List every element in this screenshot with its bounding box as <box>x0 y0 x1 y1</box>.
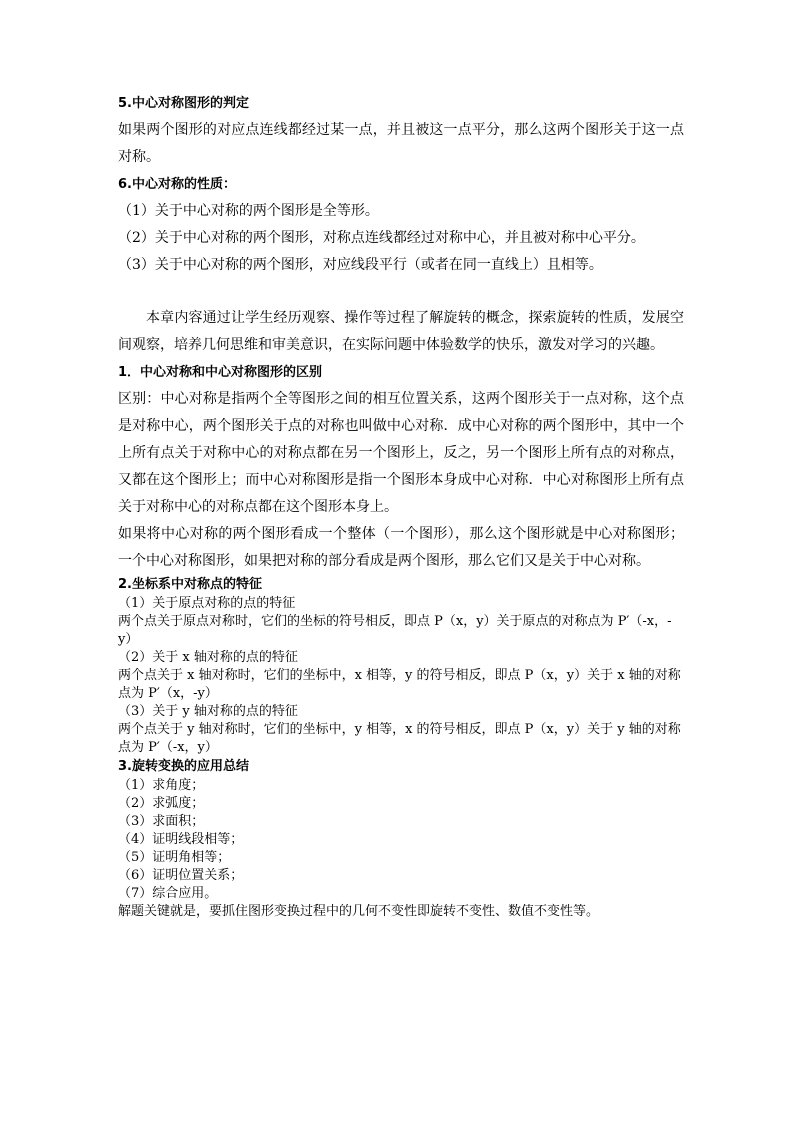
para-5: 如果两个图形的对应点连线都经过某一点，并且被这一点平分，那么这两个图形关于这一点对称。 <box>118 122 684 165</box>
chapter-intro: 本章内容通过让学生经历观察、操作等过程了解旋转的概念，探索旋转的性质，发展空间观察，培养几何思维和审美意识，在实际问题中体验数学的快乐，激发对学习的兴趣。 <box>118 310 684 353</box>
para-difference: 区别：中心对称是指两个全等图形之间的相互位置关系，这两个图形关于一点对称，这个点是对称中心，两个图形关于点的对称也叫做中心对称．成中心对称的两个图形中，其中一个上所有点关于对称中心的对称点都在另一个图形上，反之，另一个图形上所有点的对称点，又都在这个图形上；而中心对称图形是指一个图形本身成中心对称．中心对称图形上所有点关于对称中心的对称点都在这个图形本身上。 <box>118 391 684 515</box>
app-item: （4）证明线段相等； <box>118 832 244 847</box>
coord-line: 两个点关于原点对称时，它们的坐标的符号相反，即点 P（x，y）关于原点的对称点为 P′（-x，-y） <box>118 614 672 647</box>
app-item: （7）综合应用。 <box>118 886 218 901</box>
heading-5: 5.中心对称图形的判定 <box>118 96 249 111</box>
property-item: （2）关于中心对称的两个图形，对称点连线都经过对称中心，并且被对称中心平分。 <box>118 230 645 246</box>
coord-line: （1）关于原点对称的点的特征 <box>118 596 296 611</box>
coordinate-section <box>118 575 684 921</box>
heading-3: 3.旋转变换的应用总结 <box>118 759 249 774</box>
property-item: （1）关于中心对称的两个图形是全等形。 <box>118 203 379 219</box>
para-whole: 如果将中心对称的两个图形看成一个整体（一个图形），那么这个图形就是中心对称图形；一个中心对称图形，如果把对称的部分看成是两个图形，那么它们又是关于中心对称。 <box>118 526 684 569</box>
coord-line: （2）关于 x 轴对称的点的特征 <box>118 650 298 665</box>
heading-6: 6.中心对称的性质： <box>118 177 236 192</box>
final-note: 解题关键就是，要抓住图形变换过程中的几何不变性即旋转不变性、数值不变性等。 <box>118 904 600 919</box>
app-item: （3）求面积； <box>118 814 205 829</box>
document-page <box>118 90 684 921</box>
coord-line: （3）关于 y 轴对称的点的特征 <box>118 704 298 719</box>
spacer <box>118 279 684 305</box>
heading-1: 1．中心对称和中心对称图形的区别 <box>118 365 323 380</box>
app-item: （2）求弧度； <box>118 796 205 811</box>
property-item: （3）关于中心对称的两个图形，对应线段平行（或者在同一直线上）且相等。 <box>118 257 603 273</box>
heading-2: 2.坐标系中对称点的特征 <box>118 577 262 592</box>
app-item: （6）证明位置关系； <box>118 868 244 883</box>
coord-line: 两个点关于 x 轴对称时，它们的坐标中，x 相等，y 的符号相反，即点 P（x，y）关于 x 轴的对称点为 P′（x，-y） <box>118 668 681 701</box>
coord-line: 两个点关于 y 轴对称时，它们的坐标中，y 相等，x 的符号相反，即点 P（x，y）关于 y 轴的对称点为 P′（-x，y） <box>118 722 681 755</box>
app-item: （5）证明角相等； <box>118 850 231 865</box>
app-item: （1）求角度； <box>118 778 205 793</box>
